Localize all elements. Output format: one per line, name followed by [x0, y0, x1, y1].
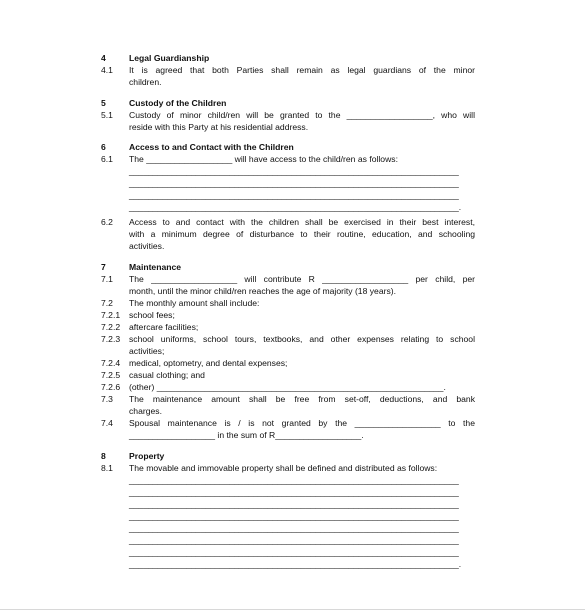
clause-number: 7.2.3 [101, 334, 121, 344]
clause-text: Access to and contact with the children shall be exercised in their best interest, [129, 217, 475, 227]
clause-text: Custody of minor child/ren will be granted to the __________________, who will [129, 110, 475, 120]
blank-field: _____________________________________________________________________. [129, 202, 462, 212]
clause-number: 7.2.5 [101, 370, 121, 380]
clause-text: (other) ____________________________________________________________. [129, 382, 446, 392]
clause-number: 7.2.1 [101, 310, 121, 320]
clause-text: __________________ in the sum of R__________________. [129, 430, 364, 440]
blank-field: _____________________________________________________________________ [129, 190, 459, 200]
clause-text: with a minimum degree of disturbance to their routine, education, and schooling [129, 229, 475, 239]
clause-line [0, 369, 585, 381]
blank-line [0, 510, 585, 522]
clause-text: school fees; [129, 310, 175, 320]
blank-field: _____________________________________________________________________ [129, 523, 459, 533]
clause-line [0, 228, 585, 240]
clause-text: The __________________ will have access to the child/ren as follows: [129, 154, 398, 164]
section-title: Maintenance [129, 262, 182, 272]
clause-text: The __________________ will contribute R __________________ per child, per [129, 274, 475, 284]
clause-text: aftercare facilities; [129, 322, 199, 332]
blank-line [0, 534, 585, 546]
clause-number: 6.1 [101, 154, 113, 164]
clause-number: 4.1 [101, 65, 113, 75]
blank-line [0, 498, 585, 510]
blank-line [0, 165, 585, 177]
clause-text: month, until the minor child/ren reaches the age of majority (18 years). [129, 286, 397, 296]
blank-line [0, 558, 585, 570]
section-title: Custody of the Children [129, 98, 227, 108]
clause-number: 7.4 [101, 418, 113, 428]
clause-text: charges. [129, 406, 162, 416]
clause-line [0, 76, 585, 88]
clause-line [0, 381, 585, 393]
clause-text: activities. [129, 241, 165, 251]
clause-line [0, 109, 585, 121]
blank-field: _____________________________________________________________________ [129, 511, 459, 521]
blank-field: _____________________________________________________________________ [129, 178, 459, 188]
clause-line [0, 297, 585, 309]
clause-line [0, 216, 585, 228]
section-heading [0, 52, 585, 64]
clause-number: 7.2.6 [101, 382, 121, 392]
clause-line [0, 393, 585, 405]
blank-field: _____________________________________________________________________. [129, 559, 462, 569]
section-heading [0, 141, 585, 153]
section-number: 4 [101, 53, 106, 63]
clause-number: 7.3 [101, 394, 113, 404]
clause-number: 8.1 [101, 463, 113, 473]
section-number: 8 [101, 451, 106, 461]
clause-text: casual clothing; and [129, 370, 205, 380]
blank-field: _____________________________________________________________________ [129, 475, 459, 485]
clause-line [0, 273, 585, 285]
blank-line [0, 189, 585, 201]
section-title: Legal Guardianship [129, 53, 210, 63]
clause-text: It is agreed that both Parties shall remain as legal guardians of the minor [129, 65, 475, 75]
clause-text: medical, optometry, and dental expenses; [129, 358, 288, 368]
blank-field: _____________________________________________________________________ [129, 499, 459, 509]
clause-line [0, 321, 585, 333]
clause-number: 6.2 [101, 217, 113, 227]
clause-line [0, 285, 585, 297]
blank-line [0, 177, 585, 189]
clause-text: children. [129, 77, 162, 87]
clause-line [0, 429, 585, 441]
blank-field: _____________________________________________________________________ [129, 535, 459, 545]
clause-text: school uniforms, school tours, textbooks, and other expenses relating to school [129, 334, 475, 344]
section-heading [0, 97, 585, 109]
clause-text: activities; [129, 346, 165, 356]
clause-line [0, 462, 585, 474]
clause-line [0, 121, 585, 133]
clause-number: 7.1 [101, 274, 113, 284]
clause-line [0, 405, 585, 417]
blank-line [0, 486, 585, 498]
clause-number: 7.2 [101, 298, 113, 308]
clause-line [0, 153, 585, 165]
clause-line [0, 417, 585, 429]
section-heading [0, 261, 585, 273]
clause-line [0, 240, 585, 252]
clause-text: The movable and immovable property shall be defined and distributed as follows: [129, 463, 438, 473]
clause-text: The monthly amount shall include: [129, 298, 260, 308]
section-number: 6 [101, 142, 106, 152]
section-number: 7 [101, 262, 106, 272]
section-title: Access to and Contact with the Children [129, 142, 294, 152]
clause-line [0, 64, 585, 76]
clause-line [0, 333, 585, 345]
blank-field: _____________________________________________________________________ [129, 487, 459, 497]
clause-number: 5.1 [101, 110, 113, 120]
section-number: 5 [101, 98, 106, 108]
blank-line [0, 474, 585, 486]
blank-line [0, 546, 585, 558]
blank-line [0, 201, 585, 213]
blank-line [0, 522, 585, 534]
clause-line [0, 357, 585, 369]
clause-text: Spousal maintenance is / is not granted by the __________________ to the [129, 418, 475, 428]
clause-number: 7.2.2 [101, 322, 121, 332]
blank-field: _____________________________________________________________________ [129, 547, 459, 557]
clause-text: The maintenance amount shall be free from set-off, deductions, and bank [129, 394, 475, 404]
blank-field: _____________________________________________________________________ [129, 166, 459, 176]
clause-text: reside with this Party at his residential address. [129, 122, 309, 132]
clause-line [0, 309, 585, 321]
clause-number: 7.2.4 [101, 358, 121, 368]
section-title: Property [129, 451, 165, 461]
clause-line [0, 345, 585, 357]
section-heading [0, 450, 585, 462]
